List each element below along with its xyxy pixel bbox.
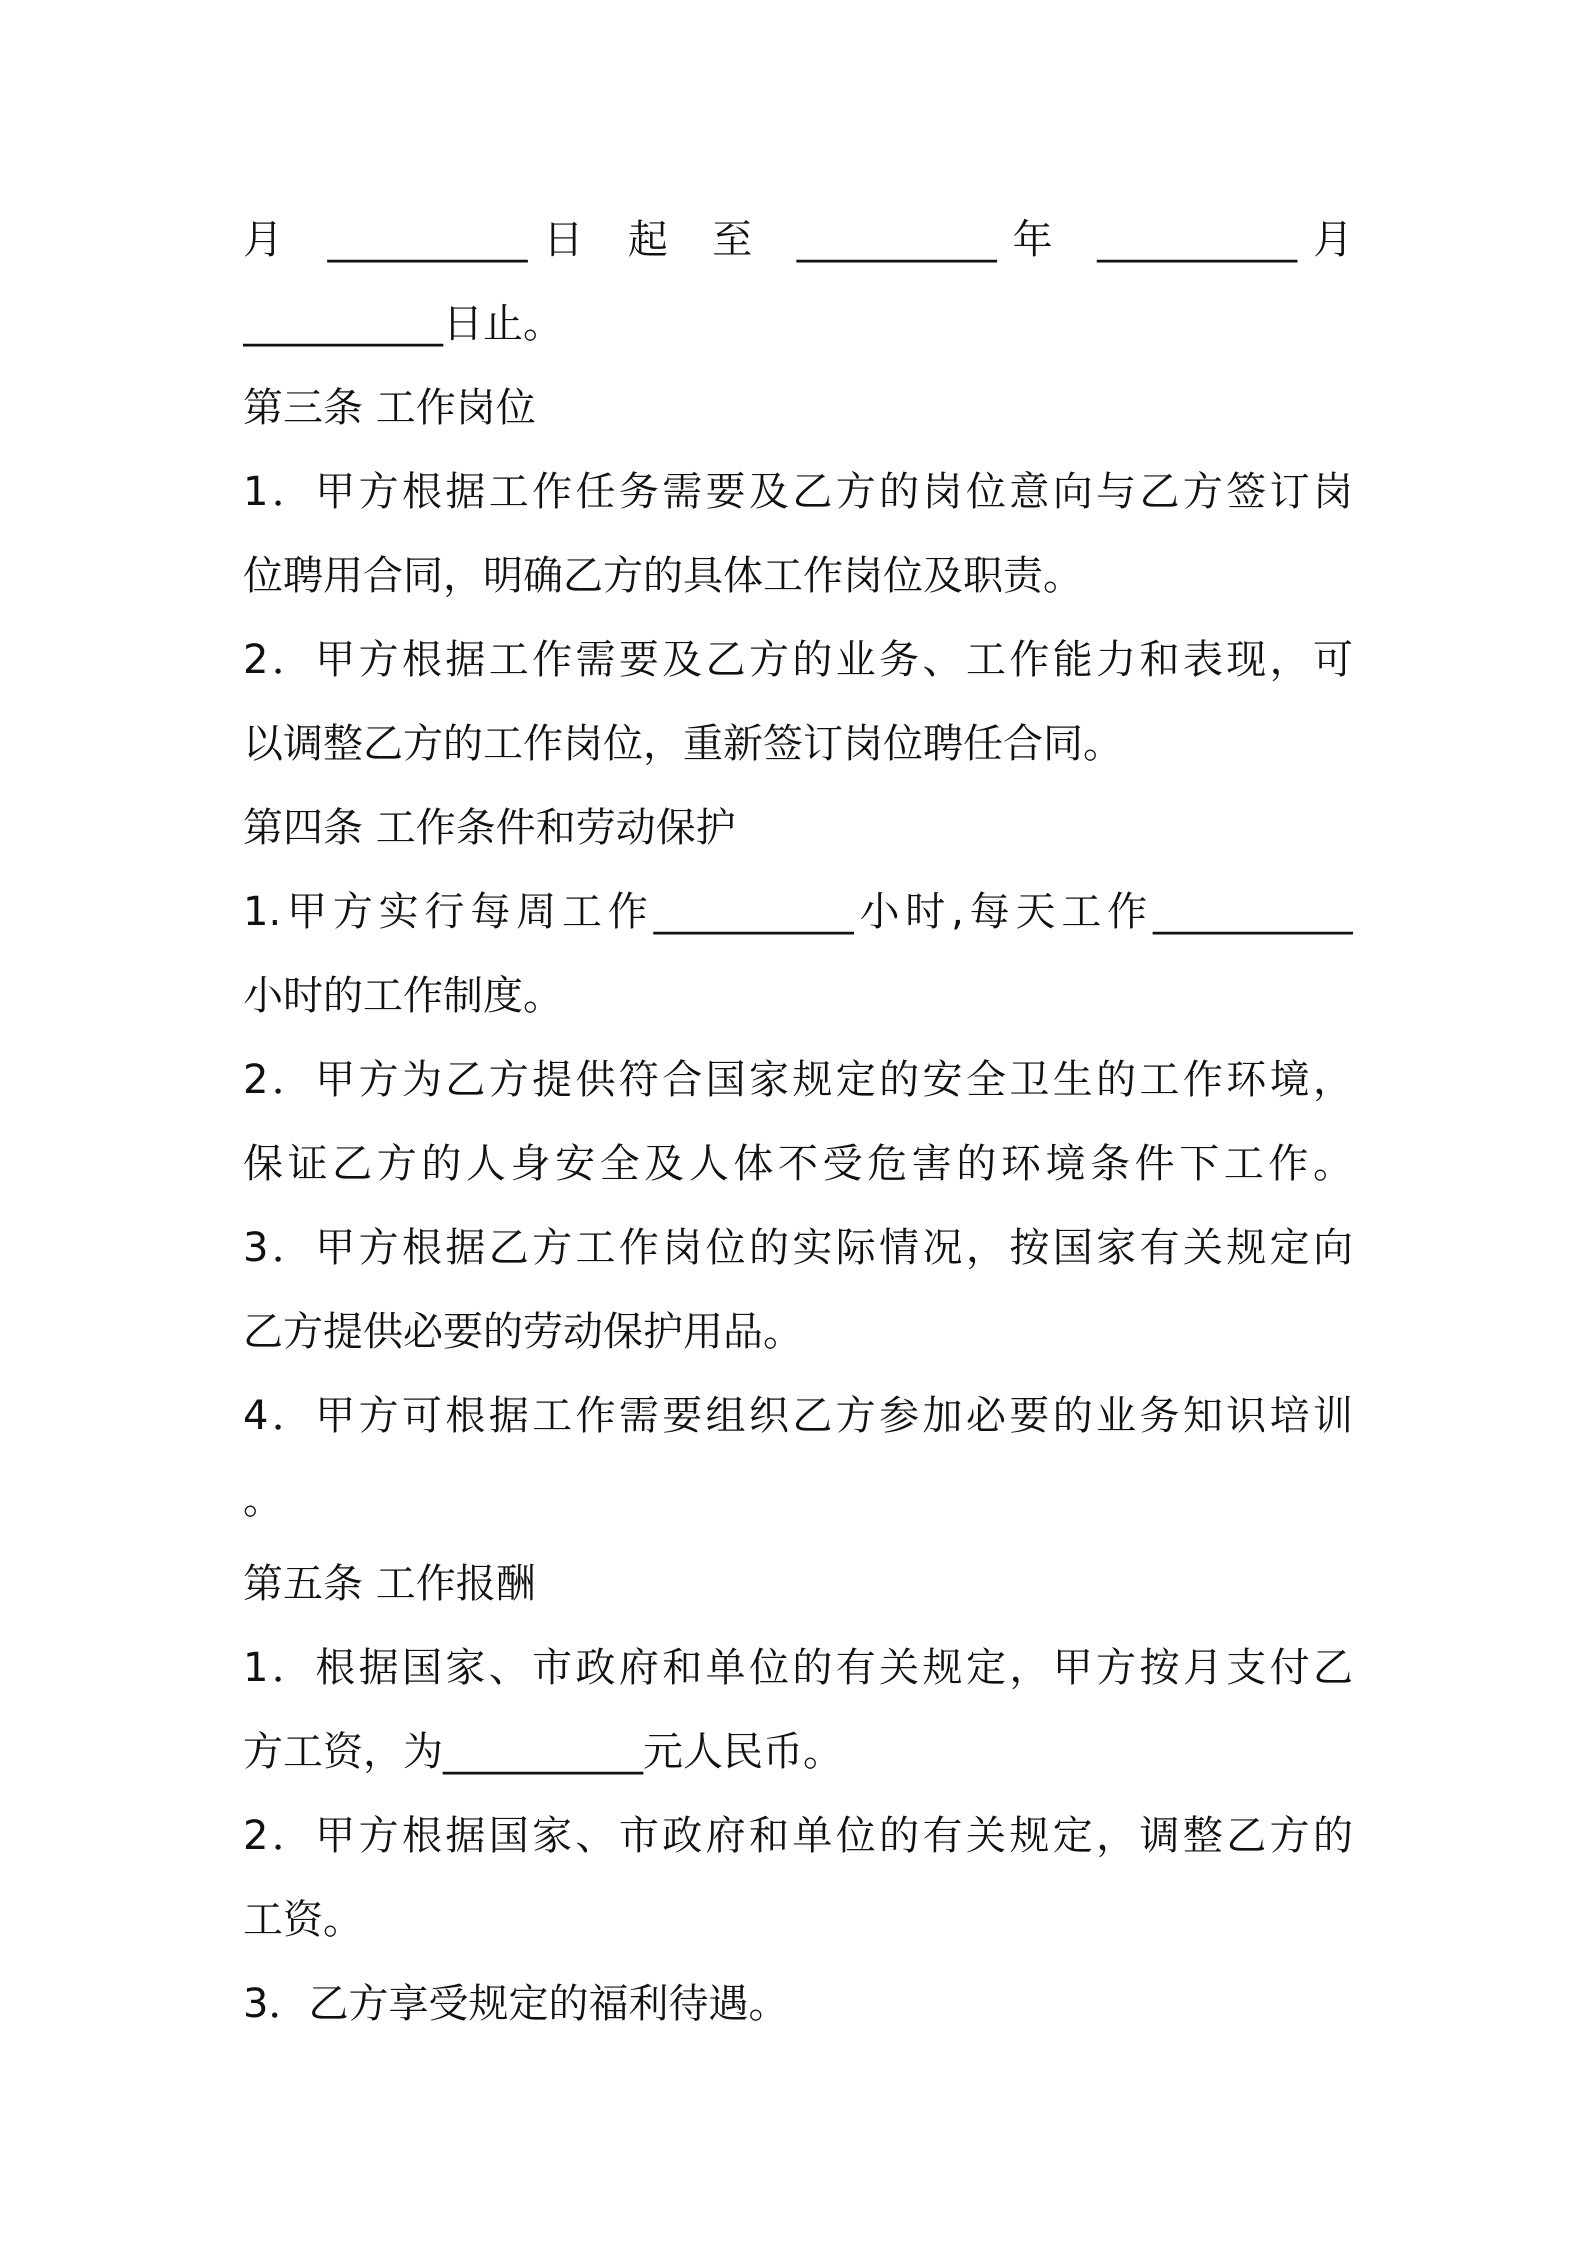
section-heading: 第五条 工作报酬 bbox=[243, 1561, 536, 1607]
document-page bbox=[243, 198, 1353, 2046]
text-line: 方工资，为__________元人民币。 bbox=[243, 1729, 843, 1775]
text-line: 1.甲方实行每周工作__________小时,每天工作__________ bbox=[243, 889, 1353, 935]
text-line: 3．甲方根据乙方工作岗位的实际情况，按国家有关规定向 bbox=[243, 1225, 1353, 1271]
section-heading: 第三条 工作岗位 bbox=[243, 385, 536, 431]
text-line: 位聘用合同，明确乙方的具体工作岗位及职责。 bbox=[243, 553, 1083, 599]
text-line: 月 __________日 起 至 __________年 __________月 bbox=[243, 217, 1353, 263]
text-line: 1．甲方根据工作任务需要及乙方的岗位意向与乙方签订岗 bbox=[243, 469, 1353, 515]
text-line: 2．甲方根据工作需要及乙方的业务、工作能力和表现，可 bbox=[243, 637, 1353, 683]
text-line: __________日止。 bbox=[243, 301, 563, 347]
section-heading: 第四条 工作条件和劳动保护 bbox=[243, 805, 736, 851]
text-line: 2．甲方为乙方提供符合国家规定的安全卫生的工作环境， bbox=[243, 1057, 1353, 1103]
text-line: 以调整乙方的工作岗位，重新签订岗位聘任合同。 bbox=[243, 721, 1123, 767]
text-line: 1．根据国家、市政府和单位的有关规定，甲方按月支付乙 bbox=[243, 1645, 1353, 1691]
text-line: 2．甲方根据国家、市政府和单位的有关规定，调整乙方的 bbox=[243, 1813, 1353, 1859]
text-line: 保证乙方的人身安全及人体不受危害的环境条件下工作。 bbox=[243, 1141, 1353, 1187]
text-line: 3．乙方享受规定的福利待遇。 bbox=[243, 1981, 789, 2027]
text-line: 小时的工作制度。 bbox=[243, 973, 563, 1019]
text-line: 工资。 bbox=[243, 1897, 363, 1943]
text-line: 4．甲方可根据工作需要组织乙方参加必要的业务知识培训 bbox=[243, 1393, 1353, 1439]
text-line: 乙方提供必要的劳动保护用品。 bbox=[243, 1309, 803, 1355]
text-line: 。 bbox=[243, 1477, 283, 1523]
